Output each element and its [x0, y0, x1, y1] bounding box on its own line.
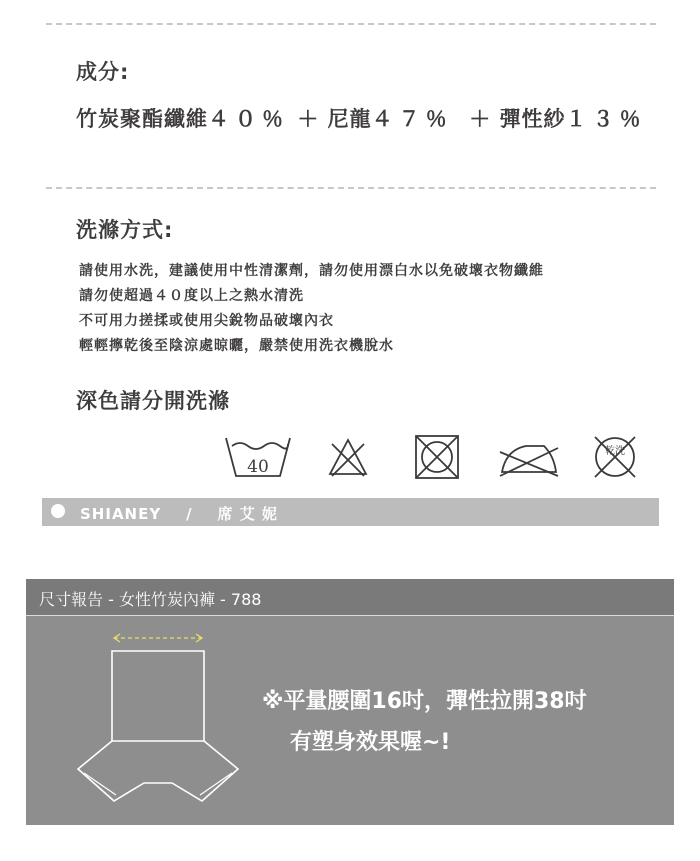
plus-sign: ＋ [469, 107, 492, 131]
no-dry-clean-icon [590, 432, 640, 482]
size-report-header [26, 579, 674, 615]
bullet-dot [51, 504, 65, 518]
brand-line [80, 503, 278, 524]
fiber-1-name: 竹炭聚酯纖維 [76, 107, 208, 131]
wash-temp-label: 40 [247, 457, 269, 477]
size-report-divider [26, 615, 674, 616]
composition-heading: 成分: [76, 60, 130, 84]
no-tumble-dry-icon [412, 432, 462, 482]
composition-line [76, 103, 647, 133]
size-report-panel [26, 579, 674, 825]
size-report-title: 尺寸報告 - 女性竹炭內褲 - 788 [39, 590, 262, 609]
waist-measure-arrow [114, 634, 202, 642]
washing-heading: 洗滌方式: [76, 218, 174, 242]
wash-40-icon [222, 432, 294, 482]
care-line: 請使用水洗，建議使用中性清潔劑，請勿使用漂白水以免破壞衣物纖維 [79, 263, 544, 279]
fiber-3-name: 彈性紗 [499, 107, 566, 131]
dark-separate-heading: 深色請分開洗滌 [76, 389, 230, 413]
brand-separator: / [186, 505, 193, 523]
middle-divider [46, 187, 656, 189]
care-line: 輕輕擰乾後至陰涼處晾曬，嚴禁使用洗衣機脫水 [79, 338, 394, 354]
underwear-diagram [72, 631, 292, 821]
size-note-line-1: ※平量腰圍16吋，彈性拉開38吋 [262, 689, 587, 714]
brand-name: SHIANEY [80, 505, 162, 523]
brand-chinese-name: 席 艾 妮 [217, 505, 278, 523]
size-note-line-2: 有塑身效果喔~! [290, 730, 451, 755]
underwear-outline [78, 651, 238, 801]
care-line: 請勿使超過４０度以上之熱水清洗 [79, 288, 304, 304]
fiber-1-pct: ４０％ [208, 107, 289, 131]
care-symbols [222, 432, 642, 484]
fiber-2-name: 尼龍 [327, 107, 372, 131]
fiber-3-pct: １３％ [565, 107, 647, 131]
plus-sign: ＋ [297, 107, 320, 131]
no-bleach-icon [326, 432, 370, 482]
dry-clean-label: 乾洗 [605, 446, 625, 457]
brand-bar [42, 498, 659, 526]
no-iron-icon [496, 432, 560, 482]
top-divider [46, 23, 656, 25]
fiber-2-pct: ４７％ [371, 107, 453, 131]
care-line: 不可用力搓揉或使用尖銳物品破壞內衣 [79, 313, 334, 329]
